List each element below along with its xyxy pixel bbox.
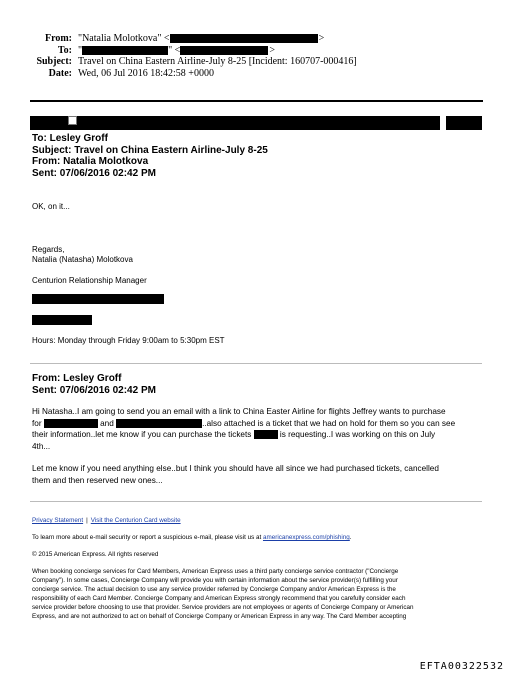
message1-body: OK, on it... (32, 202, 70, 211)
message2-sent: Sent: 07/06/2016 02:42 PM (32, 384, 156, 396)
redaction (180, 46, 268, 55)
message2-line: them and then reserved new ones... (32, 475, 163, 485)
to-label: To: (57, 44, 72, 56)
from-value: "Natalia Molotkova" < (78, 33, 170, 44)
redaction (170, 34, 318, 43)
subject-value: Travel on China Eastern Airline-July 8-25 [Incident: 160707-000416] (78, 56, 357, 67)
redaction-bar (32, 315, 92, 325)
message1-header (32, 133, 268, 179)
date-value: Wed, 06 Jul 2016 18:42:58 +0000 (78, 67, 214, 79)
report-text: To learn more about e-mail security or report a suspicious e-mail, please visit us at (32, 534, 262, 541)
message2-text: for (32, 418, 42, 428)
message2-text: is requesting..I was working on this on July (279, 430, 436, 439)
email-header (0, 33, 512, 79)
broken-image-icon (68, 116, 77, 125)
message-divider (30, 363, 482, 364)
redaction (44, 419, 98, 428)
redaction (116, 419, 202, 428)
to-mid: " < (168, 44, 181, 56)
message2-text: their information..let me know if you can purchase the tickets (32, 430, 252, 439)
redaction (254, 430, 278, 439)
message2-from: From: Lesley Groff (32, 373, 122, 384)
redaction-bar (32, 294, 164, 304)
redaction-bar (30, 116, 440, 130)
message1-regards: Regards, (32, 245, 65, 254)
disclaimer-line: Company"). In some cases, Concierge Company will provide you with certain information about the service provider(s) fulfilling your (32, 577, 398, 584)
redaction (82, 46, 168, 55)
close-bracket: > (318, 33, 325, 44)
close-bracket: > (269, 44, 275, 56)
message1-to: To: Lesley Groff (32, 133, 108, 144)
phishing-link[interactable]: americanexpress.com/phishing (262, 534, 350, 541)
privacy-statement-link[interactable]: Privacy Statement (32, 517, 84, 524)
redaction-bar (446, 116, 482, 130)
disclaimer-line: service provider before choosing to use that provider. Service providers are not employees or agents of Concierge Company or American (32, 604, 414, 611)
disclaimer-line: Express, and are not authorized to act on behalf of Concierge Company or American Express in any way. The Card Member accepting (32, 613, 407, 620)
message2-line: Let me know if you need anything else..but I think you should have all since we had purchased tickets, cancelled (32, 464, 439, 473)
disclaimer-line: When booking concierge services for Card Members, American Express uses a third party concierge service contractor ("Concierge (32, 568, 399, 575)
date-label: Date: (48, 67, 72, 79)
footer (32, 516, 484, 621)
link-divider: | (86, 517, 88, 524)
subject-label: Subject: (36, 56, 72, 67)
header-to-row (0, 45, 512, 57)
disclaimer-line: concierge service. The actual decision to use any service provider referred by Concierge Company and/or American Express is the (32, 586, 396, 593)
to-value: " (78, 44, 83, 56)
message2-line: Hi Natasha..I am going to send you an email with a link to China Easter Airline for flights Jeffrey wants to purchase (32, 407, 446, 416)
centurion-website-link[interactable]: Visit the Centurion Card website (90, 517, 181, 524)
header-date-row (0, 68, 512, 80)
message2-line (32, 429, 482, 441)
message1-signature-title: Centurion Relationship Manager (32, 276, 147, 285)
message2-text: ..also attached is a ticket that we had on hold for them so you can see (202, 418, 456, 428)
copyright: © 2015 American Express. All rights reserved (32, 551, 159, 558)
message1-sent: Sent: 07/06/2016 02:42 PM (32, 167, 156, 179)
from-label: From: (44, 33, 72, 44)
message1-subject: Subject: Travel on China Eastern Airline-July 8-25 (32, 144, 268, 156)
message2-text: and (100, 418, 114, 428)
footer-divider (30, 501, 482, 502)
message1-hours: Hours: Monday through Friday 9:00am to 5:30pm EST (32, 336, 225, 345)
header-divider (30, 100, 483, 102)
message2-body (32, 406, 482, 486)
message2-line: 4th... (32, 441, 51, 451)
document-id: EFTA00322532 (419, 661, 504, 672)
message2-header (32, 373, 156, 396)
disclaimer-line: responsibility of each Card Member. Concierge Company and American Express strongly recommend that you carefully consider each (32, 595, 406, 602)
period: . (349, 534, 352, 541)
header-from-row (0, 33, 512, 45)
message2-line (32, 418, 482, 430)
message1-from: From: Natalia Molotkova (32, 156, 149, 167)
header-subject-row (0, 56, 512, 68)
message1-signature-name: Natalia (Natasha) Molotkova (32, 255, 133, 264)
